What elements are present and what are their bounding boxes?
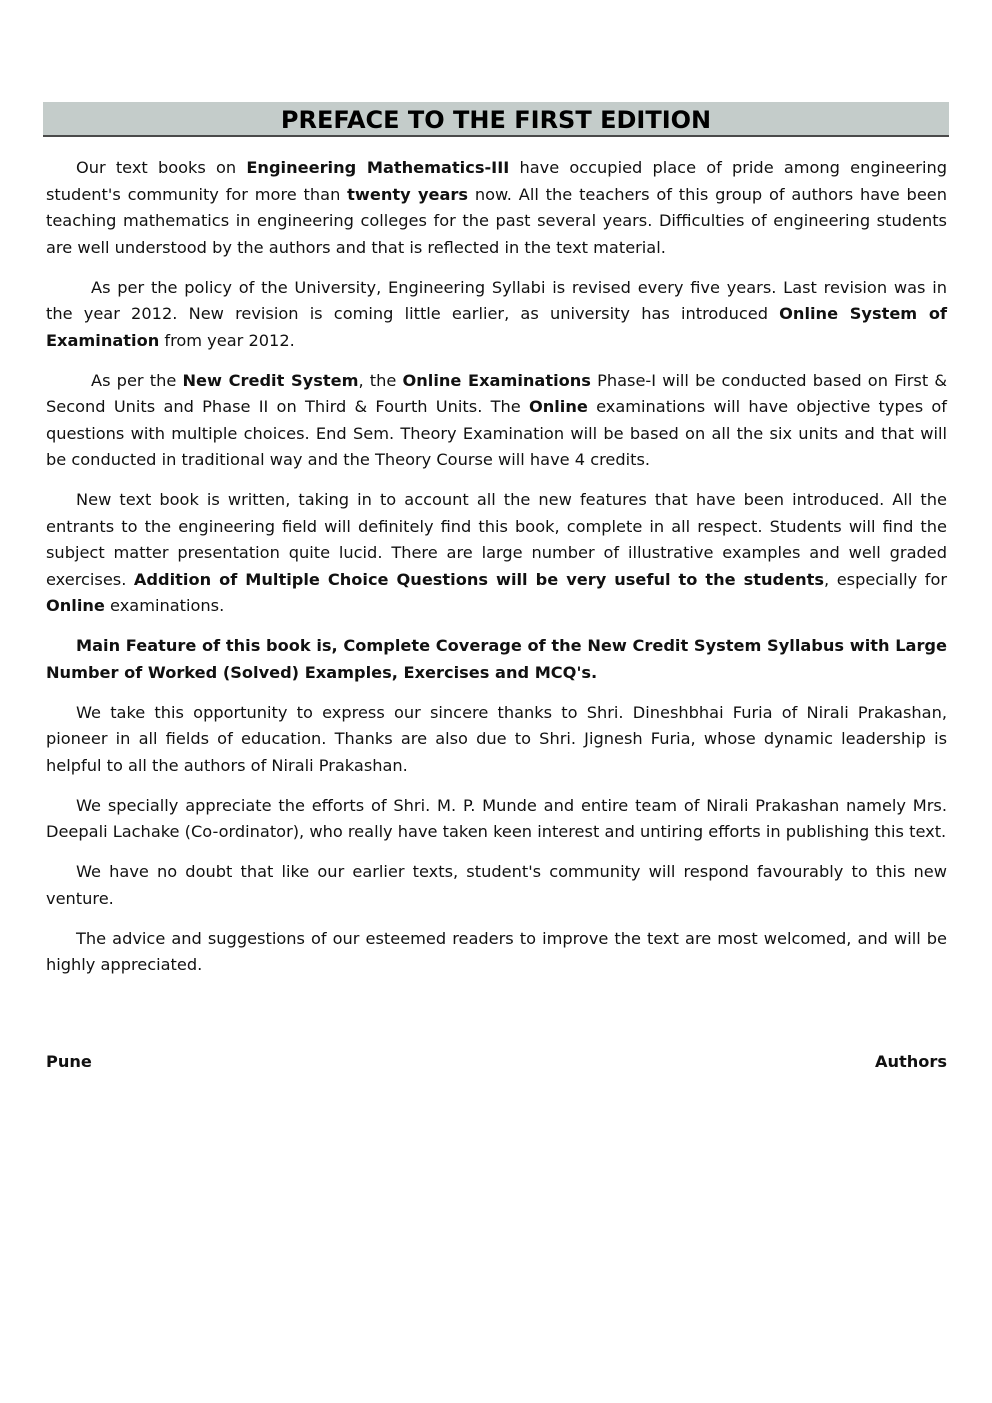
bold-text: Main Feature of this book is, Complete Coverage of the New Credit System Syllabus with Large Number of Worked (Solved) Examples, Exercises and MCQ's. — [46, 636, 947, 682]
text-run: have occupied place of pride among engineering student's community for more than — [46, 158, 947, 204]
text-run: Phase-I will be conducted based on First & Second Units and Phase II on Third & Fourth Units. The — [46, 370, 947, 416]
text-run: now. All the teachers of this group of authors have been teaching mathematics in engineering colleges for the past several years. Difficulties of engineering students are well understood by the authors and that is reflected in the text material. — [46, 184, 947, 257]
text-run: , especially for — [824, 569, 947, 589]
text-run: examinations. — [104, 596, 225, 615]
paragraph — [46, 700, 947, 780]
paragraph — [46, 368, 947, 474]
text-run: We have no doubt that like our earlier texts, student's community will respond favourably to this new venture. — [46, 862, 947, 908]
text-run: , the — [358, 370, 403, 390]
text-run: As per the policy of the University, Engineering Syllabi is revised every five years. Last revision was in the year 2012. New revision is coming little earlier, as university has introduced — [46, 277, 947, 323]
text-run: The advice and suggestions of our esteemed readers to improve the text are most welcomed, and will be highly appreciated. — [46, 928, 947, 974]
paragraph — [46, 926, 947, 979]
text-run: As per the — [91, 370, 183, 390]
text-run: from year 2012. — [159, 330, 295, 350]
text-run: We take this opportunity to express our sincere thanks to Shri. Dineshbhai Furia of Nirali Prakashan, pioneer in all fields of education. Thanks are also due to Shri. Jignesh Furia, whose dynamic leadership is helpful to all the authors of Nirali Prakashan. — [46, 702, 947, 775]
place-label: Pune — [46, 1052, 92, 1071]
bold-text: New Credit System — [182, 370, 359, 390]
page-title: PREFACE TO THE FIRST EDITION — [43, 102, 949, 137]
text-run: examinations will have objective types of questions with multiple choices. End Sem. Theory Examination will be based on all the six units and that will be conducted in traditional way and the Theory Course will have 4 credits. — [46, 397, 947, 469]
paragraph — [46, 793, 947, 846]
paragraph — [46, 859, 947, 912]
paragraph — [46, 487, 947, 620]
bold-text: Engineering Mathematics-III — [246, 158, 510, 177]
bold-text: twenty years — [347, 184, 469, 204]
bold-text: Addition of Multiple Choice Questions will be very useful to the students — [133, 569, 825, 589]
text-run: We specially appreciate the efforts of Shri. M. P. Munde and entire team of Nirali Prakashan namely Mrs. Deepali Lachake (Co-ordinator), who really have taken keen interest and untiring efforts in publishing this text. — [46, 795, 947, 841]
text-run: Our text books on — [76, 158, 247, 177]
preface-body — [46, 155, 947, 992]
text-run: New text book is written, taking in to account all the new features that have been introduced. All the entrants to the engineering field will definitely find this book, complete in all respect. Students will find the subject matter presentation quite lucid. There are large number of illustrative examples and well graded exercises. — [46, 490, 947, 589]
paragraph — [46, 275, 947, 355]
bold-text: Online System of Examination — [46, 304, 948, 350]
paragraph — [46, 155, 947, 261]
bold-text: Online — [528, 397, 588, 416]
bold-text: Online Examinations — [402, 370, 591, 390]
signature-label: Authors — [874, 1052, 947, 1071]
bold-text: Online — [46, 596, 105, 615]
paragraph — [46, 633, 947, 686]
